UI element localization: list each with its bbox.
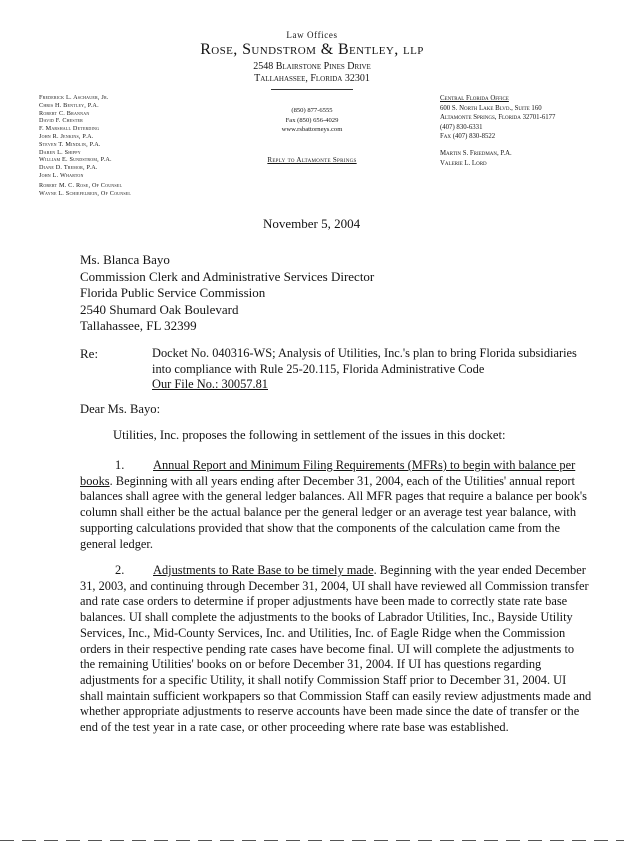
partner-name: Robert C. Brannan <box>39 109 90 117</box>
paragraph-number: 2. <box>115 563 125 577</box>
central-office-title: Central Florida Office <box>440 95 509 102</box>
re-label: Re: <box>80 346 99 361</box>
partner-list <box>39 94 199 197</box>
addressee-line: Florida Public Service Commission <box>80 285 266 300</box>
firm-address-line2: Tallahassee, Florida 32301 <box>254 73 370 84</box>
central-attorney-name: Valerie L. Lord <box>440 159 487 167</box>
law-offices-label: Law Offices <box>286 30 338 40</box>
partner-name: F. Marshall Deterding <box>39 125 100 133</box>
of-counsel-name: Robert M. C. Rose, Of Counsel <box>39 181 123 189</box>
partner-name: William E. Sundstrom, P.A. <box>39 156 112 164</box>
partner-name: Frederick L. Aschauer, Jr. <box>39 94 109 101</box>
paragraph-body: . Beginning with the year ended December 31, 2003, and continuing through December 31, 2004, UI shall have reviewed all Commission transfer and rate case orders to determine if proper adjustments have been made to correctly state rate base balances. UI shall complete the adjustments to the books of Labrador Utilities, Inc., Bayside Utility Services, Inc., Mid-County Services, Inc. and Utilities, Inc. of Eagle Ridge when the Commission orders in their respective pending rate cases have become final. UI will complete the adjustments to the remaining Utilities' books on or before December 31, 2004. If UI has questions regarding adjustments for a specific Utility, it shall notify Commission Staff prior to December 31, 2004. UI shall maintain sufficient workpapers so that Commission Staff can easily review adjustments made and whether appropriate adjustments to reserve accounts have been made since the date of transfer or the end of the test year in a rate case, or other proceeding where rate base was established. <box>80 563 592 735</box>
central-office-block <box>440 94 620 168</box>
intro-sentence: Utilities, Inc. proposes the following in settlement of the issues in this docket: <box>113 428 506 442</box>
partner-name: Chris H. Bentley, P.A. <box>39 101 99 109</box>
firm-name: Rose, Sundstrom & Bentley, llp <box>200 41 424 58</box>
addressee-line: Commission Clerk and Administrative Services Director <box>80 268 375 284</box>
partner-name: John L. Wharton <box>39 171 84 179</box>
addressee-line: Tallahassee, FL 32399 <box>80 318 197 333</box>
partner-name: David F. Chester <box>39 117 83 125</box>
of-counsel-name: Wayne L. Schiefelbein, Of Counsel <box>39 189 132 197</box>
paragraph-number: 1. <box>115 458 125 472</box>
central-office-phone: (407) 830-6331 <box>440 123 483 131</box>
central-office-address2: Altamonte Springs, Florida 32701-6177 <box>440 114 556 122</box>
partner-name: Steven T. Mindlin, P.A. <box>39 140 101 148</box>
firm-address-line1: 2548 Blairstone Pines Drive <box>253 61 371 72</box>
settlement-paragraph-1 <box>80 458 592 552</box>
letterhead-rule <box>271 89 353 90</box>
partner-name: Daren L. Shippy <box>39 148 81 156</box>
paragraph-heading: Annual Report and Minimum Filing Requirements (MFRs) to begin with balance per books <box>80 458 576 488</box>
paragraph-body: . Beginning with all years ending after December 31, 2004, each of the Utilities' annual report balances shall agree with the general ledger balances. All MFR pages that require a balance per book's column shall either be the actual balance per the general ledger or an average test year balance, with supporting calculations provided that show that the components of the calculation came from the general ledger. <box>80 473 587 551</box>
paragraph-heading: Adjustments to Rate Base to be timely made <box>153 563 374 577</box>
central-office-address1: 600 S. North Lake Blvd., Suite 160 <box>440 104 542 112</box>
page-bottom-rule <box>0 840 624 841</box>
addressee-line: Ms. Blanca Bayo <box>80 252 170 267</box>
letter-date: November 5, 2004 <box>263 216 361 231</box>
phone-number: (850) 877-6555 <box>291 107 333 114</box>
website: www.rsbattorneys.com <box>281 126 343 133</box>
central-office-fax: Fax (407) 830-8522 <box>440 133 496 141</box>
settlement-paragraph-2 <box>80 563 592 736</box>
addressee-line: 2540 Shumard Oak Boulevard <box>80 301 239 317</box>
reply-to-note: Reply to Altamonte Springs <box>267 156 357 164</box>
partner-name: John R. Jenkins, P.A. <box>39 132 94 140</box>
central-attorney-name: Martin S. Friedman, P.A. <box>440 149 512 157</box>
partner-name: Diane D. Tremor, P.A. <box>39 164 98 172</box>
tallahassee-contact <box>238 106 386 135</box>
re-subject-text: Docket No. 040316-WS; Analysis of Utilities, Inc.'s plan to bring Florida subsidiaries into compliance with Rule 25-20.115, Florida Administrative Code <box>152 346 577 376</box>
fax-number: Fax (850) 656-4029 <box>285 116 339 124</box>
file-number: Our File No.: 30057.81 <box>152 377 268 391</box>
re-subject <box>152 346 592 393</box>
salutation: Dear Ms. Bayo: <box>80 402 161 416</box>
addressee-block <box>80 252 374 335</box>
